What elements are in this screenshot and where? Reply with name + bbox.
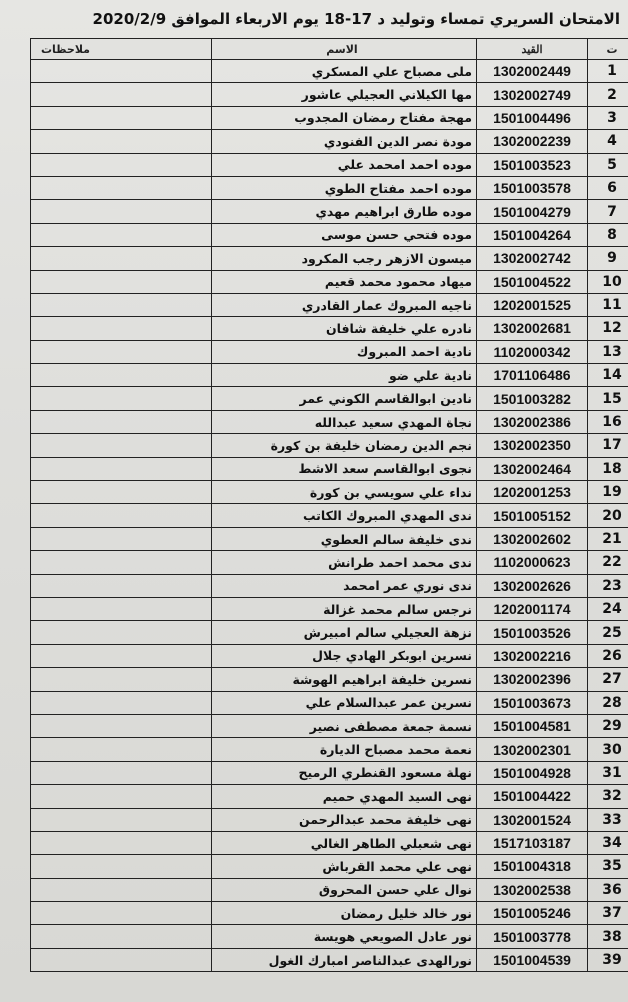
row-name: موده فتحي حسن موسى	[212, 223, 477, 246]
table-row	[31, 761, 628, 784]
row-id: 1501005246	[477, 902, 588, 925]
row-name: نهى علي محمد القرباش	[212, 855, 477, 878]
row-number: 18	[588, 457, 628, 480]
table-row	[31, 434, 628, 457]
row-notes	[31, 761, 212, 784]
row-number: 17	[588, 434, 628, 457]
table-row	[31, 691, 628, 714]
row-number: 36	[588, 878, 628, 901]
row-notes	[31, 504, 212, 527]
row-name: ندى المهدي المبروك الكاتب	[212, 504, 477, 527]
table-row	[31, 247, 628, 270]
row-number: 2	[588, 83, 628, 106]
row-number: 26	[588, 644, 628, 667]
row-id: 1302002216	[477, 644, 588, 667]
table-row	[31, 527, 628, 550]
row-number: 15	[588, 387, 628, 410]
row-name: نجاة المهدي سعيد عبدالله	[212, 410, 477, 433]
row-id: 1501005152	[477, 504, 588, 527]
row-name: نور خالد خليل رمضان	[212, 902, 477, 925]
table-row	[31, 317, 628, 340]
row-id: 1501003282	[477, 387, 588, 410]
table-row	[31, 855, 628, 878]
row-number: 11	[588, 293, 628, 316]
table-row	[31, 925, 628, 948]
table-row	[31, 808, 628, 831]
table-row	[31, 410, 628, 433]
row-name: نجم الدين رمضان خليفة بن كورة	[212, 434, 477, 457]
row-name: نادية احمد المبروك	[212, 340, 477, 363]
table-row	[31, 200, 628, 223]
row-name: مها الكيلاني العجيلي عاشور	[212, 83, 477, 106]
row-number: 29	[588, 714, 628, 737]
table-row	[31, 153, 628, 176]
row-name: ندى خليفة سالم العطوي	[212, 527, 477, 550]
row-id: 1302002301	[477, 738, 588, 761]
row-number: 38	[588, 925, 628, 948]
row-number: 30	[588, 738, 628, 761]
row-notes	[31, 527, 212, 550]
row-name: ملى مصباح علي المسكري	[212, 60, 477, 83]
row-number: 4	[588, 130, 628, 153]
row-notes	[31, 200, 212, 223]
row-number: 37	[588, 902, 628, 925]
row-number: 32	[588, 785, 628, 808]
row-name: نهى خليفة محمد عبدالرحمن	[212, 808, 477, 831]
row-notes	[31, 434, 212, 457]
row-notes	[31, 621, 212, 644]
table-row	[31, 60, 628, 83]
row-id: 1501003778	[477, 925, 588, 948]
row-id: 1102000342	[477, 340, 588, 363]
table-row	[31, 597, 628, 620]
row-number: 3	[588, 106, 628, 129]
row-id: 1302002602	[477, 527, 588, 550]
row-notes	[31, 317, 212, 340]
row-id: 1302002464	[477, 457, 588, 480]
row-notes	[31, 948, 212, 971]
row-id: 1202001174	[477, 597, 588, 620]
table-row	[31, 504, 628, 527]
row-number: 14	[588, 364, 628, 387]
row-name: نورالهدى عبدالناصر امبارك الغول	[212, 948, 477, 971]
table-row	[31, 293, 628, 316]
table-row	[31, 481, 628, 504]
row-number: 12	[588, 317, 628, 340]
row-id: 1102000623	[477, 551, 588, 574]
row-notes	[31, 340, 212, 363]
row-id: 1501004539	[477, 948, 588, 971]
table-row	[31, 457, 628, 480]
table-row	[31, 364, 628, 387]
row-id: 1501004522	[477, 270, 588, 293]
row-name: نادية علي ضو	[212, 364, 477, 387]
row-name: ندى نوري عمر امحمد	[212, 574, 477, 597]
table-row	[31, 223, 628, 246]
row-notes	[31, 223, 212, 246]
table-row	[31, 878, 628, 901]
row-number: 31	[588, 761, 628, 784]
row-id: 1302002538	[477, 878, 588, 901]
table-row	[31, 714, 628, 737]
row-name: ميهاد محمود محمد قعيم	[212, 270, 477, 293]
header-number: ت	[588, 39, 628, 60]
row-name: موده احمد امحمد علي	[212, 153, 477, 176]
row-number: 22	[588, 551, 628, 574]
table-row	[31, 551, 628, 574]
row-id: 1302002386	[477, 410, 588, 433]
row-notes	[31, 855, 212, 878]
row-number: 16	[588, 410, 628, 433]
table-row	[31, 668, 628, 691]
row-notes	[31, 364, 212, 387]
table-body	[31, 60, 628, 972]
row-name: ندى محمد احمد طرانش	[212, 551, 477, 574]
row-id: 1302002449	[477, 60, 588, 83]
table-row	[31, 738, 628, 761]
row-number: 35	[588, 855, 628, 878]
row-notes	[31, 644, 212, 667]
row-name: موده طارق ابراهيم مهدي	[212, 200, 477, 223]
row-name: مودة نصر الدين الفنودي	[212, 130, 477, 153]
row-id: 1302002396	[477, 668, 588, 691]
header-name: الاسم	[212, 39, 477, 60]
row-name: نور عادل الصويعي هويسة	[212, 925, 477, 948]
row-name: نجوى ابوالقاسم سعد الاشط	[212, 457, 477, 480]
row-notes	[31, 808, 212, 831]
table-row	[31, 340, 628, 363]
row-id: 1501003523	[477, 153, 588, 176]
row-notes	[31, 714, 212, 737]
row-id: 1302001524	[477, 808, 588, 831]
row-notes	[31, 691, 212, 714]
row-number: 27	[588, 668, 628, 691]
row-id: 1501004496	[477, 106, 588, 129]
row-id: 1302002742	[477, 247, 588, 270]
row-name: نادين ابوالقاسم الكوني عمر	[212, 387, 477, 410]
row-notes	[31, 597, 212, 620]
row-number: 25	[588, 621, 628, 644]
row-id: 1501004581	[477, 714, 588, 737]
row-number: 19	[588, 481, 628, 504]
row-id: 1202001253	[477, 481, 588, 504]
row-name: نعمة محمد مصباح الديارة	[212, 738, 477, 761]
row-number: 8	[588, 223, 628, 246]
row-number: 13	[588, 340, 628, 363]
row-number: 39	[588, 948, 628, 971]
row-name: نزهة العجيلي سالم امبيرش	[212, 621, 477, 644]
row-id: 1501003526	[477, 621, 588, 644]
row-notes	[31, 481, 212, 504]
row-notes	[31, 574, 212, 597]
row-number: 21	[588, 527, 628, 550]
row-id: 1501004264	[477, 223, 588, 246]
row-number: 28	[588, 691, 628, 714]
table-row	[31, 270, 628, 293]
table-row	[31, 106, 628, 129]
row-id: 1501004279	[477, 200, 588, 223]
row-notes	[31, 668, 212, 691]
row-name: موده احمد مفتاح الطوي	[212, 176, 477, 199]
table-header-row	[31, 39, 628, 60]
row-name: نهى السيد المهدي حميم	[212, 785, 477, 808]
row-name: ناجيه المبروك عمار القادري	[212, 293, 477, 316]
row-notes	[31, 878, 212, 901]
table-row	[31, 130, 628, 153]
row-notes	[31, 925, 212, 948]
row-number: 5	[588, 153, 628, 176]
row-id: 1501003578	[477, 176, 588, 199]
row-notes	[31, 457, 212, 480]
row-id: 1302002681	[477, 317, 588, 340]
row-id: 1701106486	[477, 364, 588, 387]
table-row	[31, 83, 628, 106]
row-name: نهى شعبلي الطاهر الغالي	[212, 831, 477, 854]
row-name: نوال علي حسن المحروق	[212, 878, 477, 901]
table-row	[31, 785, 628, 808]
document-title: الامتحان السريري تمساء وتوليد د 17-18 يوم الاربعاء الموافق 2020/2/9	[92, 10, 620, 28]
row-id: 1501004422	[477, 785, 588, 808]
row-id: 1202001525	[477, 293, 588, 316]
table-row	[31, 644, 628, 667]
row-number: 1	[588, 60, 628, 83]
row-number: 23	[588, 574, 628, 597]
row-notes	[31, 785, 212, 808]
row-number: 34	[588, 831, 628, 854]
table-row	[31, 948, 628, 971]
row-number: 24	[588, 597, 628, 620]
table-row	[31, 621, 628, 644]
header-id: القيد	[477, 39, 588, 60]
header-notes: ملاحظات	[31, 39, 212, 60]
row-notes	[31, 247, 212, 270]
row-notes	[31, 831, 212, 854]
row-notes	[31, 410, 212, 433]
row-notes	[31, 176, 212, 199]
row-id: 1501004928	[477, 761, 588, 784]
row-number: 33	[588, 808, 628, 831]
row-notes	[31, 738, 212, 761]
row-id: 1501004318	[477, 855, 588, 878]
row-number: 6	[588, 176, 628, 199]
row-notes	[31, 83, 212, 106]
row-number: 9	[588, 247, 628, 270]
row-name: ميسون الازهر رجب المكرود	[212, 247, 477, 270]
row-notes	[31, 60, 212, 83]
table-row	[31, 574, 628, 597]
row-notes	[31, 153, 212, 176]
row-name: نسرين ابوبكر الهادي جلال	[212, 644, 477, 667]
row-notes	[31, 106, 212, 129]
row-id: 1501003673	[477, 691, 588, 714]
row-id: 1517103187	[477, 831, 588, 854]
row-name: نسرين عمر عبدالسلام علي	[212, 691, 477, 714]
row-notes	[31, 902, 212, 925]
row-name: نرجس سالم محمد غزالة	[212, 597, 477, 620]
table-row	[31, 387, 628, 410]
row-name: نهلة مسعود القنطري الرميح	[212, 761, 477, 784]
row-name: مهجة مفتاح رمضان المجدوب	[212, 106, 477, 129]
row-notes	[31, 551, 212, 574]
row-number: 7	[588, 200, 628, 223]
table-row	[31, 831, 628, 854]
row-notes	[31, 270, 212, 293]
row-notes	[31, 293, 212, 316]
row-id: 1302002749	[477, 83, 588, 106]
row-name: نسرين خليفة ابراهيم الهوشة	[212, 668, 477, 691]
table-row	[31, 902, 628, 925]
row-id: 1302002626	[477, 574, 588, 597]
row-name: نادره علي خليفة شافان	[212, 317, 477, 340]
row-notes	[31, 130, 212, 153]
student-table	[30, 38, 628, 972]
row-name: نسمة جمعة مصطفى نصير	[212, 714, 477, 737]
row-notes	[31, 387, 212, 410]
row-number: 10	[588, 270, 628, 293]
row-name: نداء علي سويسي بن كورة	[212, 481, 477, 504]
table-row	[31, 176, 628, 199]
row-id: 1302002239	[477, 130, 588, 153]
row-id: 1302002350	[477, 434, 588, 457]
row-number: 20	[588, 504, 628, 527]
